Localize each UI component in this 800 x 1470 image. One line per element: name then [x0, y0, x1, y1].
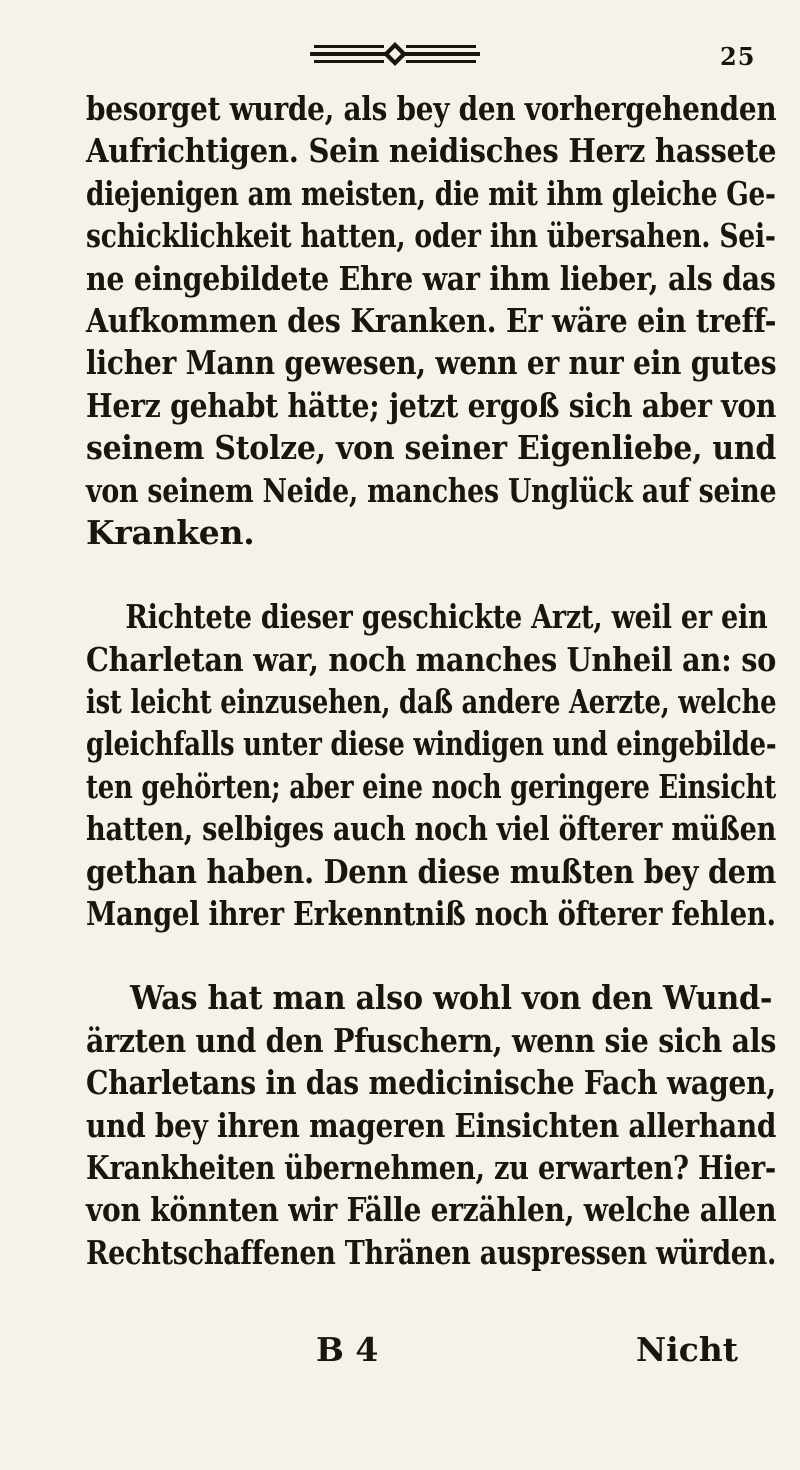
text-line: ärzten und den Pfuschern, wenn sie sich als [86, 1020, 777, 1060]
text-line: von seinem Neide, manches Unglück auf seine [86, 470, 777, 510]
text-line: von könnten wir Fälle erzählen, welche allen [86, 1190, 777, 1230]
paragraph-2 [86, 596, 776, 935]
text-line: Krankheiten übernehmen, zu erwarten? Hier- [86, 1147, 776, 1187]
text-line: seinem Stolze, von seiner Eigenliebe, und [86, 428, 777, 468]
paragraph-3 [86, 977, 776, 1274]
catchword: Nicht [636, 1330, 739, 1369]
text-line: hatten, selbiges auch noch viel öfterer müßen [86, 809, 777, 849]
text-line: Aufkommen des Kranken. Er wäre ein treff- [86, 300, 777, 340]
text-line: Charletans in das medicinische Fach wagen, [86, 1063, 776, 1103]
decorative-ornament-icon [310, 42, 480, 66]
text-line: Kranken. [86, 512, 255, 552]
text-line: Aufrichtigen. Sein neidisches Herz hassete [86, 131, 777, 171]
paragraph-gap [86, 554, 776, 596]
text-line: Rechtschaffenen Thränen auspressen würden. [86, 1232, 777, 1272]
text-line: schicklichkeit hatten, oder ihn übersahen. Sei- [86, 216, 776, 256]
text-line: und bey ihren mageren Einsichten allerhand [86, 1105, 777, 1145]
text-line: ten gehörten; aber eine noch geringere Einsicht [86, 766, 776, 806]
paragraph-gap [86, 935, 776, 977]
text-line: diejenigen am meisten, die mit ihm gleiche Ge- [86, 173, 776, 213]
text-line: Herz gehabt hätte; jetzt ergoß sich aber von [86, 385, 777, 425]
text-line: Was hat man also wohl von den Wund- [130, 978, 773, 1018]
text-line: ist leicht einzusehen, daß andere Aerzte, welche [86, 682, 777, 722]
signature-mark: B 4 [316, 1330, 379, 1369]
paragraph-1 [86, 88, 776, 554]
text-line: licher Mann gewesen, wenn er nur ein gutes [86, 343, 777, 383]
text-line: Richtete dieser geschickte Arzt, weil er ein [125, 597, 768, 637]
text-line: Mangel ihrer Erkenntniß noch öfterer fehlen. [86, 894, 776, 934]
text-line: ne eingebildete Ehre war ihm lieber, als das [86, 258, 776, 298]
page-number: 25 [720, 42, 756, 71]
text-line: besorget wurde, als bey den vorhergehenden [86, 89, 777, 128]
text-line: gleichfalls unter diese windigen und eingebilde- [86, 724, 777, 764]
body-text [86, 88, 776, 1274]
text-line: gethan haben. Denn diese mußten bey dem [86, 851, 777, 891]
text-line: Charletan war, noch manches Unheil an: so [86, 639, 777, 679]
page-footer [86, 1330, 776, 1380]
